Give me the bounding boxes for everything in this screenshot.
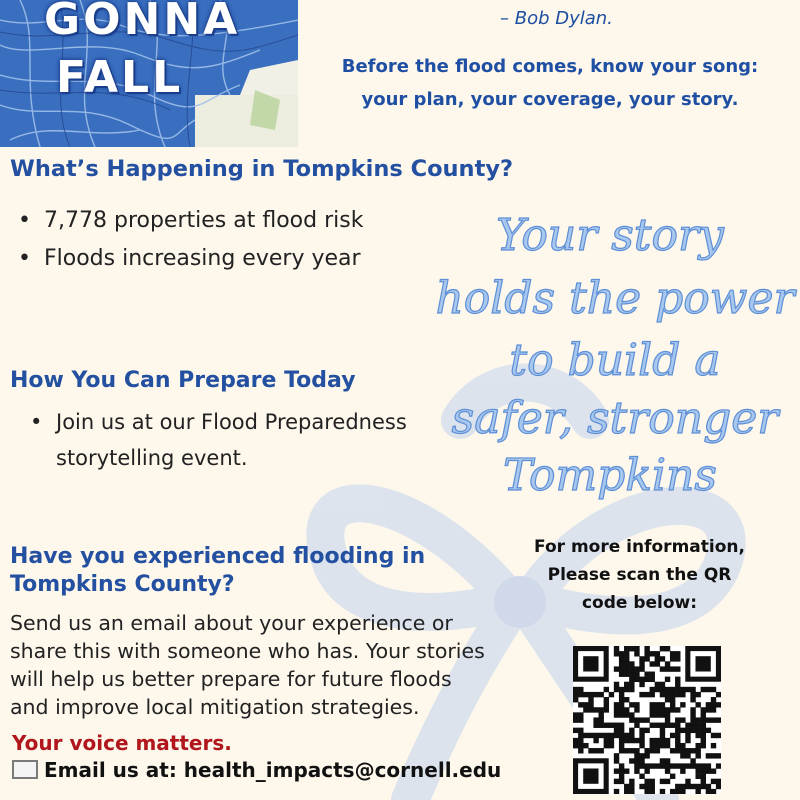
cursive-message xyxy=(430,205,800,505)
info-line-3: code below: xyxy=(581,593,698,613)
body-line-1: Send us an email about your experience or xyxy=(10,611,453,635)
quote-author: – Bob Dylan. xyxy=(500,8,613,29)
prepare-item-line-2: storytelling event. xyxy=(56,446,248,470)
cursive-line-1: Your story xyxy=(496,210,724,261)
info-line-2: Please scan the QR xyxy=(547,565,732,585)
experience-title-line-1: Have you experienced flooding in xyxy=(10,544,426,569)
section-title-happening: What’s Happening in Tompkins County? xyxy=(10,156,514,182)
more-info-text xyxy=(512,533,767,617)
happening-list xyxy=(10,202,363,278)
list-item: • Floods increasing every year xyxy=(10,240,363,278)
info-line-1: For more information, xyxy=(534,537,745,557)
section-title-prepare: How You Can Prepare Today xyxy=(10,368,356,393)
prepare-item-line-1: • Join us at our Flood Preparedness xyxy=(56,410,407,434)
map-header-image xyxy=(0,0,298,147)
section-title-experience xyxy=(10,543,480,599)
cursive-line-4: safer, stronger xyxy=(451,393,779,444)
body-line-3: will help us better prepare for future floods xyxy=(10,667,452,691)
tagline-line-1: Before the flood comes, know your song: xyxy=(341,56,759,77)
cursive-line-3: to build a xyxy=(509,335,721,386)
email-line xyxy=(12,758,501,782)
prepare-list xyxy=(22,404,462,476)
envelope-icon xyxy=(12,760,38,779)
experience-title-line-2: Tompkins County? xyxy=(10,572,235,597)
qr-code[interactable] xyxy=(573,646,721,794)
tagline xyxy=(305,50,795,116)
experience-body xyxy=(10,609,540,721)
email-prefix: Email us at: xyxy=(44,758,184,782)
email-address[interactable]: health_impacts@cornell.edu xyxy=(183,758,502,782)
tagline-line-2: your plan, your coverage, your story. xyxy=(361,89,739,110)
body-line-2: share this with someone who has. Your stories xyxy=(10,639,485,663)
title-word-gonna: GONNA xyxy=(44,0,241,45)
voice-matters: Your voice matters. xyxy=(12,731,232,755)
cursive-line-2: holds the power xyxy=(435,273,795,324)
body-line-4: and improve local mitigation strategies. xyxy=(10,695,420,719)
list-item: • 7,778 properties at flood risk xyxy=(10,202,363,240)
list-item xyxy=(22,404,462,476)
title-word-fall: FALL xyxy=(56,52,184,103)
cursive-line-5: Tompkins xyxy=(503,450,717,501)
